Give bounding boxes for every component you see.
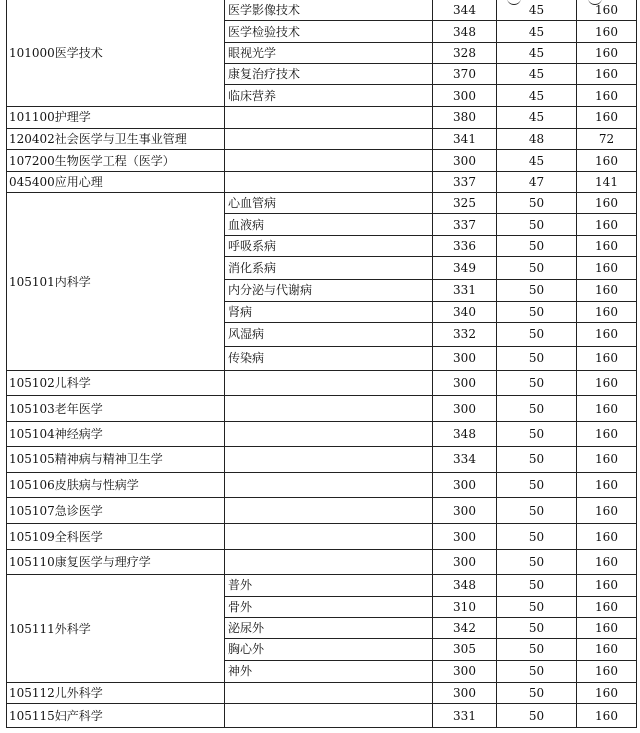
single-subject-score-cell: 50 <box>497 472 577 497</box>
total-score-cell: 340 <box>433 301 497 322</box>
single-subject-score-cell: 160 <box>577 21 637 42</box>
single-subject-score-cell: 50 <box>497 498 577 524</box>
single-subject-score-cell: 160 <box>577 660 637 682</box>
single-subject-score-cell: 50 <box>497 421 577 446</box>
single-subject-score-cell: 45 <box>497 0 577 21</box>
direction-cell <box>225 370 433 395</box>
major-cell: 105112儿外科学 <box>7 682 225 703</box>
total-score-cell: 332 <box>433 323 497 346</box>
single-subject-score-cell: 160 <box>577 370 637 395</box>
score-table <box>6 0 637 728</box>
single-subject-score-cell: 45 <box>497 42 577 63</box>
major-cell: 045400应用心理 <box>7 171 225 192</box>
total-score-cell: 348 <box>433 575 497 596</box>
major-cell: 105102儿科学 <box>7 370 225 395</box>
direction-cell: 呼吸系病 <box>225 235 433 256</box>
total-score-cell: 337 <box>433 171 497 192</box>
direction-cell: 消化系病 <box>225 257 433 279</box>
single-subject-score-cell: 160 <box>577 214 637 235</box>
total-score-cell: 370 <box>433 64 497 85</box>
table-row <box>7 396 637 421</box>
single-subject-score-cell: 160 <box>577 447 637 472</box>
single-subject-score-cell: 160 <box>577 704 637 728</box>
total-score-cell: 300 <box>433 682 497 703</box>
total-score-cell: 348 <box>433 21 497 42</box>
direction-cell: 医学影像技术 <box>225 0 433 21</box>
major-cell: 105101内科学 <box>7 193 225 371</box>
direction-cell <box>225 129 433 150</box>
single-subject-score-cell: 160 <box>577 596 637 617</box>
total-score-cell: 300 <box>433 396 497 421</box>
total-score-cell: 300 <box>433 524 497 549</box>
single-subject-score-cell: 160 <box>577 524 637 549</box>
major-cell: 105103老年医学 <box>7 396 225 421</box>
single-subject-score-cell: 50 <box>497 639 577 660</box>
direction-cell <box>225 396 433 421</box>
table-row <box>7 421 637 446</box>
single-subject-score-cell: 160 <box>577 617 637 638</box>
single-subject-score-cell: 160 <box>577 235 637 256</box>
single-subject-score-cell: 48 <box>497 129 577 150</box>
total-score-cell: 300 <box>433 472 497 497</box>
total-score-cell: 300 <box>433 370 497 395</box>
direction-cell <box>225 171 433 192</box>
major-cell: 105105精神病与精神卫生学 <box>7 447 225 472</box>
major-cell: 120402社会医学与卫生事业管理 <box>7 129 225 150</box>
single-subject-score-cell: 50 <box>497 575 577 596</box>
total-score-cell: 300 <box>433 346 497 370</box>
single-subject-score-cell: 160 <box>577 0 637 21</box>
direction-cell <box>225 421 433 446</box>
major-cell: 101100护理学 <box>7 106 225 128</box>
direction-cell <box>225 150 433 171</box>
single-subject-score-cell: 160 <box>577 396 637 421</box>
direction-cell <box>225 472 433 497</box>
total-score-cell: 334 <box>433 447 497 472</box>
direction-cell: 心血管病 <box>225 193 433 214</box>
direction-cell <box>225 498 433 524</box>
direction-cell: 普外 <box>225 575 433 596</box>
total-score-cell: 331 <box>433 279 497 301</box>
table-row <box>7 575 637 596</box>
single-subject-score-cell: 50 <box>497 346 577 370</box>
total-score-cell: 300 <box>433 660 497 682</box>
major-cell: 101000医学技术 <box>7 0 225 106</box>
single-subject-score-cell: 160 <box>577 498 637 524</box>
single-subject-score-cell: 160 <box>577 421 637 446</box>
major-cell: 105109全科医学 <box>7 524 225 549</box>
table-row <box>7 704 637 728</box>
direction-cell <box>225 524 433 549</box>
major-cell: 105111外科学 <box>7 575 225 683</box>
direction-cell <box>225 106 433 128</box>
total-score-cell: 325 <box>433 193 497 214</box>
direction-cell <box>225 704 433 728</box>
major-cell: 107200生物医学工程（医学） <box>7 150 225 171</box>
single-subject-score-cell: 160 <box>577 301 637 322</box>
single-subject-score-cell: 160 <box>577 64 637 85</box>
total-score-cell: 341 <box>433 129 497 150</box>
table-row <box>7 106 637 128</box>
total-score-cell: 342 <box>433 617 497 638</box>
total-score-cell: 300 <box>433 150 497 171</box>
single-subject-score-cell: 160 <box>577 42 637 63</box>
major-cell: 105106皮肤病与性病学 <box>7 472 225 497</box>
single-subject-score-cell: 50 <box>497 524 577 549</box>
single-subject-score-cell: 45 <box>497 106 577 128</box>
single-subject-score-cell: 160 <box>577 193 637 214</box>
total-score-cell: 336 <box>433 235 497 256</box>
direction-cell <box>225 549 433 574</box>
direction-cell: 肾病 <box>225 301 433 322</box>
single-subject-score-cell: 160 <box>577 639 637 660</box>
single-subject-score-cell: 50 <box>497 235 577 256</box>
table-row <box>7 171 637 192</box>
table-row <box>7 0 637 21</box>
table-row <box>7 549 637 574</box>
single-subject-score-cell: 160 <box>577 150 637 171</box>
total-score-cell: 310 <box>433 596 497 617</box>
single-subject-score-cell: 50 <box>497 323 577 346</box>
single-subject-score-cell: 50 <box>497 682 577 703</box>
table-row <box>7 682 637 703</box>
single-subject-score-cell: 45 <box>497 85 577 106</box>
total-score-cell: 300 <box>433 549 497 574</box>
single-subject-score-cell: 160 <box>577 682 637 703</box>
single-subject-score-cell: 50 <box>497 370 577 395</box>
direction-cell: 眼视光学 <box>225 42 433 63</box>
direction-cell: 医学检验技术 <box>225 21 433 42</box>
direction-cell: 泌尿外 <box>225 617 433 638</box>
direction-cell: 康复治疗技术 <box>225 64 433 85</box>
single-subject-score-cell: 50 <box>497 617 577 638</box>
total-score-cell: 300 <box>433 498 497 524</box>
direction-cell: 血液病 <box>225 214 433 235</box>
direction-cell <box>225 682 433 703</box>
major-cell: 105107急诊医学 <box>7 498 225 524</box>
table-row <box>7 472 637 497</box>
major-cell: 105104神经病学 <box>7 421 225 446</box>
single-subject-score-cell: 50 <box>497 704 577 728</box>
single-subject-score-cell: 160 <box>577 575 637 596</box>
single-subject-score-cell: 160 <box>577 323 637 346</box>
direction-cell: 临床营养 <box>225 85 433 106</box>
single-subject-score-cell: 50 <box>497 596 577 617</box>
single-subject-score-cell: 50 <box>497 301 577 322</box>
single-subject-score-cell: 50 <box>497 447 577 472</box>
total-score-cell: 337 <box>433 214 497 235</box>
single-subject-score-cell: 50 <box>497 193 577 214</box>
total-score-cell: 348 <box>433 421 497 446</box>
total-score-cell: 380 <box>433 106 497 128</box>
direction-cell: 胸心外 <box>225 639 433 660</box>
table-row <box>7 524 637 549</box>
single-subject-score-cell: 45 <box>497 150 577 171</box>
direction-cell <box>225 447 433 472</box>
single-subject-score-cell: 160 <box>577 549 637 574</box>
table-row <box>7 370 637 395</box>
single-subject-score-cell: 47 <box>497 171 577 192</box>
total-score-cell: 349 <box>433 257 497 279</box>
direction-cell: 传染病 <box>225 346 433 370</box>
single-subject-score-cell: 50 <box>497 279 577 301</box>
single-subject-score-cell: 160 <box>577 257 637 279</box>
table-row <box>7 447 637 472</box>
table-row <box>7 498 637 524</box>
direction-cell: 风湿病 <box>225 323 433 346</box>
total-score-cell: 344 <box>433 0 497 21</box>
single-subject-score-cell: 160 <box>577 85 637 106</box>
table-row <box>7 150 637 171</box>
direction-cell: 内分泌与代谢病 <box>225 279 433 301</box>
single-subject-score-cell: 50 <box>497 660 577 682</box>
single-subject-score-cell: 160 <box>577 472 637 497</box>
table-row <box>7 193 637 214</box>
major-cell: 105110康复医学与理疗学 <box>7 549 225 574</box>
direction-cell: 神外 <box>225 660 433 682</box>
table-row <box>7 129 637 150</box>
total-score-cell: 305 <box>433 639 497 660</box>
single-subject-score-cell: 50 <box>497 549 577 574</box>
total-score-cell: 300 <box>433 85 497 106</box>
single-subject-score-cell: 50 <box>497 257 577 279</box>
single-subject-score-cell: 160 <box>577 346 637 370</box>
single-subject-score-cell: 45 <box>497 64 577 85</box>
total-score-cell: 331 <box>433 704 497 728</box>
single-subject-score-cell: 160 <box>577 106 637 128</box>
single-subject-score-cell: 50 <box>497 214 577 235</box>
direction-cell: 骨外 <box>225 596 433 617</box>
major-cell: 105115妇产科学 <box>7 704 225 728</box>
total-score-cell: 328 <box>433 42 497 63</box>
single-subject-score-cell: 160 <box>577 279 637 301</box>
single-subject-score-cell: 141 <box>577 171 637 192</box>
single-subject-score-cell: 45 <box>497 21 577 42</box>
single-subject-score-cell: 72 <box>577 129 637 150</box>
single-subject-score-cell: 50 <box>497 396 577 421</box>
